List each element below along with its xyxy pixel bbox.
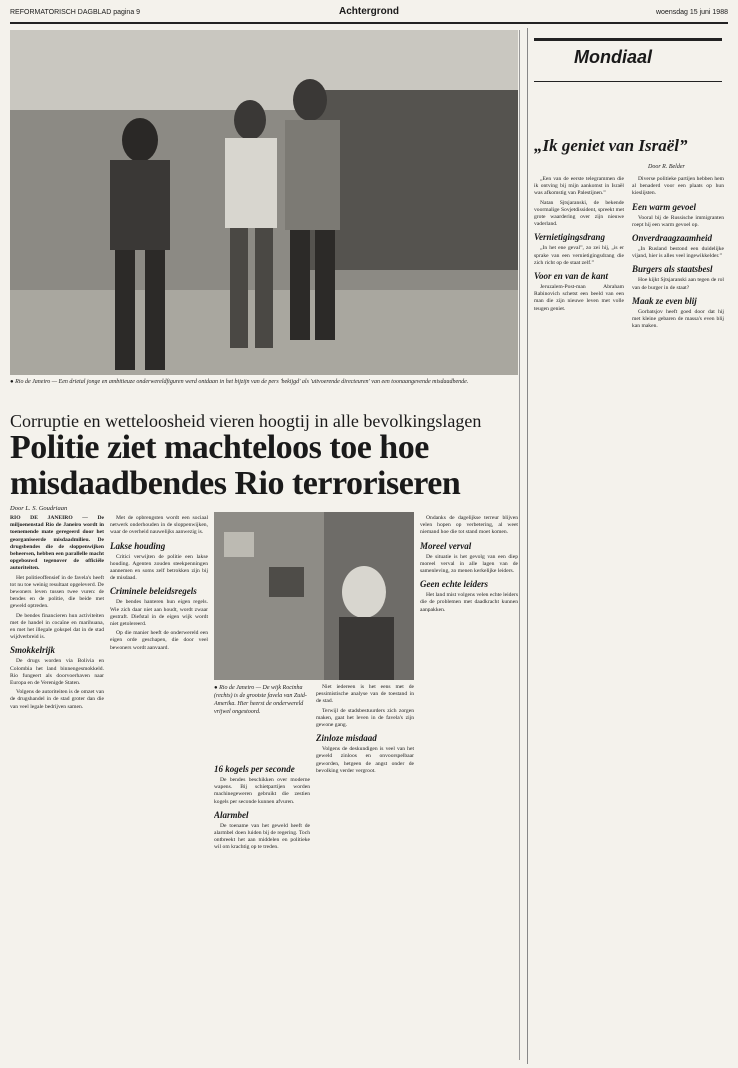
subheading: Vernietigingsdrang — [534, 232, 606, 243]
subheading: Alarmbel — [214, 809, 249, 820]
paragraph: Diverse politieke partijen hebben hem al benaderd voor een plaats op hun kieslijsten. — [632, 176, 724, 197]
paragraph: De bendes beschikken over moderne wapens. Bij schietpartijen worden machinegeweren gebruikt die zestien kogels per seconde kunnen afvuren. — [214, 777, 310, 805]
column-divider — [519, 30, 520, 1060]
paragraph: Gorbatsjov heeft goed door dat hij met kleine gebaren de massa's even blij kan maken. — [632, 308, 724, 330]
paragraph: Ondanks de dagelijkse terreur blijven velen hopen op verbetering, al weet niemand hoe die tot stand moet komen. — [420, 515, 518, 536]
paragraph: De bendes hanteren hun eigen regels. Wie zich daar niet aan houdt, wordt zwaar gestraft. Diefstal in de eigen wijk wordt niet getolereerd. — [110, 599, 208, 628]
paragraph: Terwijl de stadsbestuurders zich zorgen maken, gaat het leven in de favela's zijn gewone gang. — [316, 707, 414, 729]
subheading: Zinloze misdaad — [316, 733, 377, 744]
sidebar-title: „Ik geniet van Israël” — [534, 136, 688, 155]
subheading: Smokkelrijk — [10, 645, 56, 656]
paragraph: Vooral bij de Russische immigranten roept hij een warm gevoel op. — [632, 214, 724, 228]
article-byline: Door L. S. Goudriaan — [10, 505, 68, 512]
main-photo — [10, 30, 518, 375]
main-photo-caption: ● Rio de Janeiro — Een drietal jonge en ambitieuze onderwereldfiguren werd ontdaan in het bijzijn van de pers 'bekijgd' als 'uitvoerende directeuren' van een toonaangevende misdaadbende. — [10, 379, 469, 385]
article-column-2 — [110, 515, 208, 1060]
second-photo-caption: ● Rio de Janeiro — De wijk Rocinha (rechts) is de grootste favela van Zuid-Amerika. Hier heerst de onderwereld vrijwel ongestoord. — [214, 685, 307, 715]
article-column-4 — [316, 684, 414, 1060]
section-title: Achtergrond — [339, 6, 399, 17]
paragraph: De toename van het geweld heeft de alarmbel doen luiden bij de regering. Toch ontbreekt het aan middelen en politieke wil om krachtig op te treden. — [214, 822, 310, 851]
subheading: Criminele beleidsregels — [110, 586, 197, 597]
article-column-1 — [10, 515, 104, 1060]
subheading: Geen echte leiders — [420, 579, 488, 590]
mondiaal-banner — [534, 38, 722, 82]
paragraph: Volgens de deskundigen is veel van het geweld zinloos en onvoorspelbaar geworden, hetgeen de angst onder de bevolking verder vergroot. — [316, 746, 414, 774]
sidebar-column-1 — [534, 176, 624, 1056]
subheading: Een warm gevoel — [632, 201, 696, 212]
paragraph: Het politieoffensief in de favela's heeft tot nu toe weinig resultaat opgeleverd. De bewoners leven tussen twee vuren: de bendes en de politie, die beide met geweld optreden. — [10, 574, 104, 610]
paragraph: Critici verwijten de politie een lakse houding. Agenten zouden steekpenningen aannemen en soms zelf betrokken zijn bij de misdaad. — [110, 553, 208, 582]
paragraph: De drugs worden via Bolivia en Colombia het land binnengesmokkeld. Rio fungeert als doorvoerhaven naar Europa en de Verenigde Staten. — [10, 658, 104, 687]
subheading: Voor en van de kant — [534, 271, 609, 282]
paragraph: Het land mist volgens velen echte leiders die de problemen met daadkracht kunnen aanpakken. — [420, 592, 518, 613]
sidebar-column-2 — [632, 176, 724, 1056]
article-headline: Politie ziet machteloos toe hoe misdaadbendes Rio terroriseren — [10, 429, 461, 502]
paragraph: „Een van de eerste telegrammen die ik ontving bij mijn aankomst in Israël was afkomstig van Palestijnen.” — [534, 176, 624, 197]
paragraph: Jeruzalem-Post-man Abraham Rabinovich schetst een beeld van een man die zijn nieuwe leven met volle teugen geniet. — [534, 284, 624, 312]
paragraph: Op die manier heeft de onderwereld een eigen orde geschapen, die door veel bewoners wordt aanvaard. — [110, 630, 208, 651]
subheading: Burgers als staatsbesl — [632, 264, 713, 275]
paragraph: De situatie is het gevolg van een diep moreel verval in alle lagen van de samenleving, zo menen kerkelijke leiders. — [420, 553, 518, 575]
subheading: Moreel verval — [420, 540, 472, 551]
paragraph: Hoe kijkt Sjtsjaranski aan tegen de rol van de burger in de staat? — [632, 277, 724, 291]
mondiaal-sidebar — [527, 28, 728, 1064]
mondiaal-label: Mondiaal — [574, 47, 653, 67]
second-photo-illustration — [214, 512, 414, 680]
article-kicker: Corruptie en wetteloosheid vieren hoogtij in alle bevolkingslagen — [10, 411, 482, 431]
paragraph: „In Rusland bestond een duidelijke vijand, hier is alles veel ingewikkelder.” — [632, 246, 724, 260]
paragraph: RIO DE JANEIRO — De miljoenenstad Rio de Janeiro wordt in toenemende mate geregeerd door het georganiseerde misdaadmilieu. De drugsbendes die de sloppenwijken beheersen, hebben een parallelle macht opgebouwd tegenover de officiële autoriteiten. — [10, 515, 104, 572]
header-rule — [10, 22, 728, 24]
subheading: Lakse houding — [110, 540, 166, 551]
subheading: Maak ze even blij — [632, 295, 697, 306]
main-photo-illustration — [10, 30, 518, 375]
second-photo — [214, 512, 414, 680]
subheading: 16 kogels per seconde — [214, 764, 295, 774]
sidebar-byline: Door R. Belder — [648, 164, 685, 170]
paragraph: De bendes financieren hun activiteiten met de handel in cocaïne en marihuana, en met het illegale gokspel dat in de stad wijdverbreid is. — [10, 612, 104, 641]
paragraph: Met de opbrengsten wordt een sociaal netwerk onderhouden in de sloppenwijken, waar de overheid nauwelijks aanwezig is. — [110, 515, 208, 536]
paragraph: Volgens de autoriteiten is de omzet van de drugshandel in de stad groter dan die van veel legale bedrijven samen. — [10, 689, 104, 710]
paragraph: Niet iedereen is het eens met de pessimistische analyse van de toestand in de stad. — [316, 684, 414, 705]
paragraph: „In het ene geval”, zo zei hij, „is er sprake van een vernietigingsdrang die zich richt op de staat zelf.” — [534, 245, 624, 266]
header-date: woensdag 15 juni 1988 — [655, 9, 728, 16]
article-column-5 — [420, 515, 518, 1060]
article-column-3 — [214, 760, 310, 1060]
paragraph: Natan Sjtsjaranski, de bekende voormalige Sovjetdissident, spreekt met grote waardering over zijn nieuwe vaderland. — [534, 199, 624, 228]
header-left: REFORMATORISCH DAGBLAD pagina 9 — [10, 9, 141, 16]
page-header — [10, 6, 728, 20]
subheading: Onverdraagzaamheid — [632, 233, 713, 244]
